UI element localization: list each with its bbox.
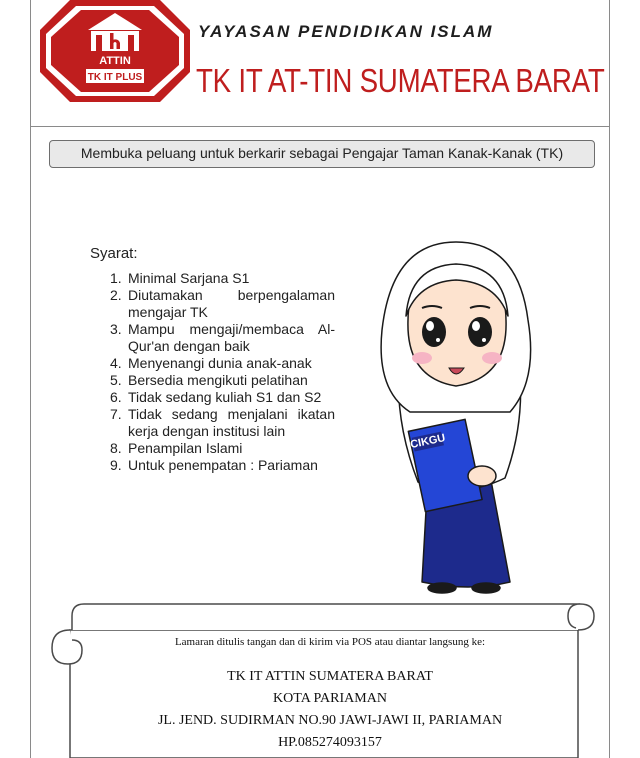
application-info	[70, 636, 590, 754]
requirement-item: 6. Tidak sedang kuliah S1 dan S2	[110, 389, 322, 405]
logo-top-text: ATTIN	[99, 55, 131, 67]
requirements-heading: Syarat:	[90, 245, 138, 262]
school-name-title: TK IT AT-TIN SUMATERA BARAT	[196, 62, 605, 99]
foundation-name: YAYASAN PENDIDIKAN ISLAM	[198, 22, 494, 41]
address-line: JL. JEND. SUDIRMAN NO.90 JAWI-JAWI II, PARIAMAN	[157, 713, 503, 728]
requirement-item: 1. Minimal Sarjana S1	[110, 270, 250, 286]
teacher-illustration	[370, 220, 545, 600]
header-divider	[30, 126, 610, 127]
requirement-item: 9. Untuk penempatan : Pariaman	[110, 457, 318, 473]
address-line: TK IT ATTIN SUMATERA BARAT	[227, 669, 433, 684]
address-line: KOTA PARIAMAN	[273, 691, 387, 706]
requirement-item: 7. Tidak sedang menjalani ikatan kerja dengan institusi lain	[110, 406, 335, 439]
book-label: CIKGU	[409, 431, 447, 452]
requirement-item: 2. Diutamakan berpengalaman mengajar TK	[110, 287, 335, 320]
requirements-list	[110, 270, 335, 474]
logo-bottom-text: TK IT PLUS	[87, 72, 143, 83]
tagline-banner: Membuka peluang untuk berkarir sebagai Pengajar Taman Kanak-Kanak (TK)	[49, 140, 595, 168]
requirement-item: 3. Mampu mengaji/membaca Al-Qur'an dengan baik	[110, 321, 335, 354]
requirement-item: 8. Penampilan Islami	[110, 440, 243, 456]
phone-line: HP.085274093157	[278, 735, 382, 750]
application-intro: Lamaran ditulis tangan dan di kirim via POS atau diantar langsung ke:	[174, 636, 486, 648]
requirement-item: 5. Bersedia mengikuti pelatihan	[110, 372, 308, 388]
requirement-item: 4. Menyenangi dunia anak-anak	[110, 355, 312, 371]
school-logo	[40, 0, 190, 102]
